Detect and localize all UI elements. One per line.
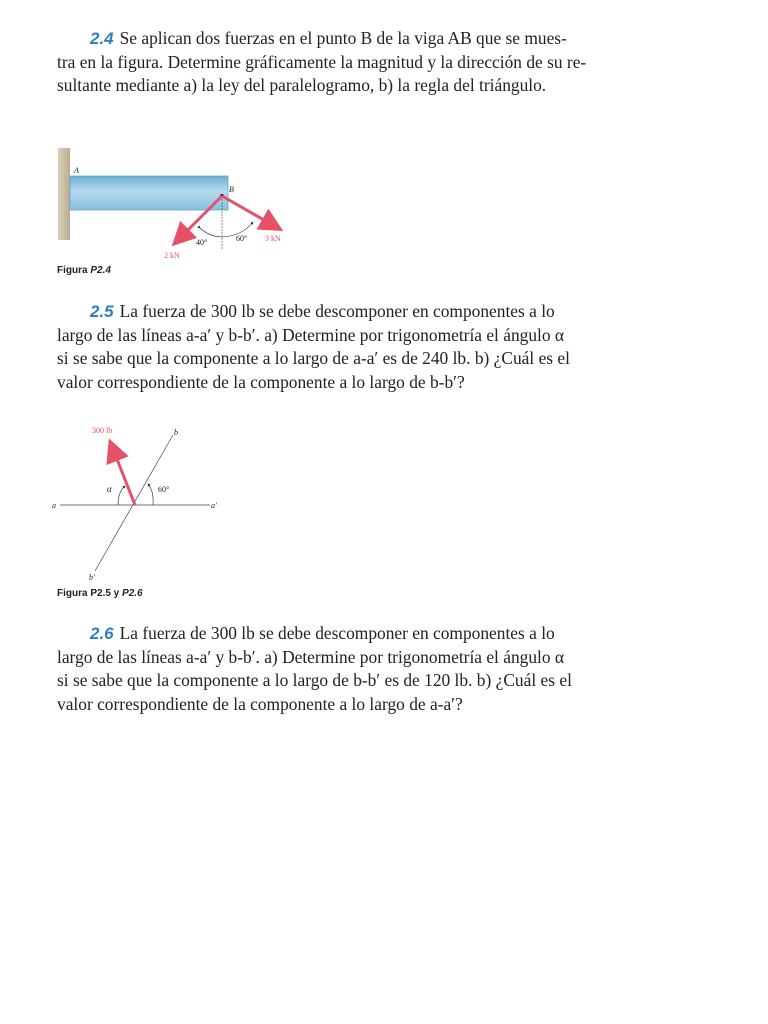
problem-2-5: [57, 300, 592, 394]
problem-2-4: [57, 27, 592, 98]
label-b: b: [174, 428, 178, 437]
angle-60-arc: [148, 484, 153, 505]
angle-60-label: 60°: [236, 234, 248, 243]
figure-p2-5-caption: Figura P2.5 y P2.6: [57, 588, 143, 599]
figure-p2-5: [50, 418, 250, 588]
angle-alpha-arc: [118, 486, 125, 505]
problem-2-6-line-4: valor correspondiente de la componente a lo largo de a-a′?: [57, 693, 463, 714]
angle-alpha-label: α: [107, 484, 112, 494]
problem-number: 2.4: [90, 29, 114, 48]
angle-40-label: 40°: [196, 238, 208, 247]
beam: [70, 176, 228, 210]
problem-number: 2.5: [90, 302, 114, 321]
problem-2-4-line-1: 2.4 Se aplican dos fuerzas en el punto B de la viga AB que se mues-: [90, 28, 567, 48]
force-3kn-label: 3 kN: [265, 234, 281, 243]
problem-2-5-line-2: largo de las líneas a-a′ y b-b′. a) Determine por trigonometría el ángulo α: [57, 324, 565, 345]
label-a: a: [52, 501, 56, 510]
problem-2-4-line-2: tra en la figura. Determine gráficamente la magnitud y la dirección de su re-: [57, 51, 587, 72]
figure-p2-4-caption: Figura P2.4: [57, 265, 111, 276]
wall-support: [58, 148, 70, 240]
force-300lb-label: 300 lb: [92, 426, 113, 435]
problem-2-5-line-1: 2.5 La fuerza de 300 lb se debe descomponer en componentes a lo: [90, 301, 555, 321]
force-2kn-label: 2 kN: [164, 251, 180, 260]
problem-2-5-line-3: si se sabe que la componente a lo largo de a-a′ es de 240 lb. b) ¿Cuál es el: [57, 348, 570, 368]
label-a-prime: a′: [211, 501, 217, 510]
force-3kn-arrow: [222, 196, 278, 228]
figure-p2-4: [50, 140, 350, 270]
force-300lb-arrow: [111, 444, 135, 505]
problem-2-5-line-4: valor correspondiente de la componente a lo largo de b-b′?: [57, 371, 465, 392]
problem-2-6-line-2: largo de las líneas a-a′ y b-b′. a) Determine por trigonometría el ángulo α: [57, 646, 565, 667]
angle-arc-40: [200, 228, 222, 237]
label-a: A: [74, 166, 79, 175]
problem-2-6-line-3: si se sabe que la componente a lo largo de b-b′ es de 120 lb. b) ¿Cuál es el: [57, 670, 572, 690]
problem-2-4-line-3: sultante mediante a) la ley del paralelogramo, b) la regla del triángulo.: [57, 75, 547, 95]
problem-2-6: [57, 622, 592, 716]
label-b: B: [229, 185, 234, 194]
problem-number: 2.6: [90, 624, 114, 643]
angle-60-label: 60°: [158, 485, 170, 494]
label-b-prime: b′: [89, 573, 95, 582]
problem-2-6-line-1: 2.6 La fuerza de 300 lb se debe descomponer en componentes a lo: [90, 623, 555, 643]
